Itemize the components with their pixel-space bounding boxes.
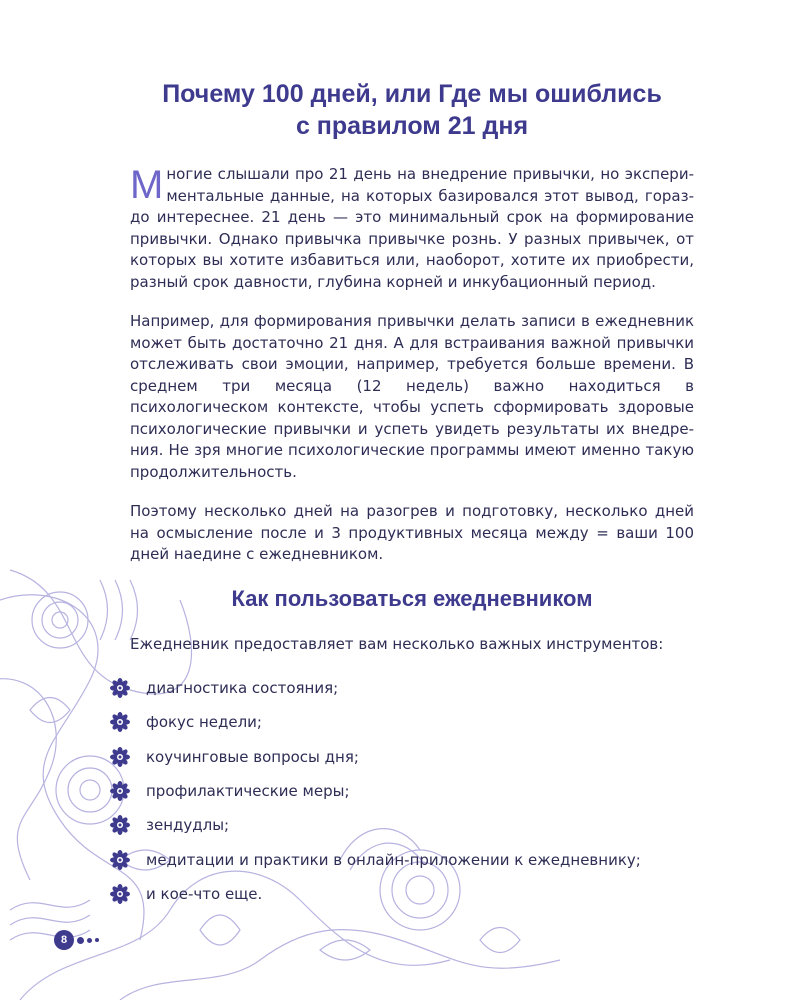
page-title xyxy=(130,78,694,142)
list-item xyxy=(110,808,674,842)
flower-bullet-icon xyxy=(110,678,130,698)
paragraph-1 xyxy=(130,164,694,293)
page-number-dot xyxy=(87,938,92,943)
list-item-text: медитации и практики в онлайн-приложении к ежедневнику; xyxy=(146,850,641,869)
list-item xyxy=(110,740,674,774)
list-item xyxy=(110,774,674,808)
flower-bullet-icon xyxy=(110,712,130,732)
paragraph-1-text: ногие слышали про 21 день на внедрение привычки, но экспериментальные данные, на которых базировался этот вывод, гораздо интереснее. 21 день — это минимальный срок на формирование привычки. Однако привычка привычке рознь. У разных привычек, от которых вы хотите избавиться или, наоборот, хотите их приобрести, разный срок давности, глубина корней и инкубационный период. xyxy=(130,165,694,291)
list-item xyxy=(110,705,674,739)
page-number-dot xyxy=(77,937,84,944)
flower-bullet-icon xyxy=(110,781,130,801)
drop-cap: М xyxy=(130,163,164,207)
tools-list xyxy=(110,671,674,911)
list-item-text: коучинговые вопросы дня; xyxy=(146,747,359,766)
page-number xyxy=(54,930,99,950)
page-title-line-2: с правилом 21 дня xyxy=(295,112,529,140)
paragraph-2: Например, для формирования привычки делать записи в ежедневник может быть достаточно 21 дня. А для встраивания важной привычки отслеживать свои эмоции, например, требуется больше времени. В среднем три месяца (12 недель) важно находиться в психологическом контексте, чтобы успеть сформировать здоровые психологические привычки и успеть увидеть результаты их внедрения. Не зря многие психологические программы имеют именно такую продолжительность. xyxy=(130,312,694,481)
list-item xyxy=(110,671,674,705)
flower-bullet-icon xyxy=(110,850,130,870)
paragraph-3: Поэтому несколько дней на разогрев и подготовку, несколько дней на осмысление после и 3 продуктивных месяца между = ваши 100 дней наедине с ежедневником. xyxy=(130,502,694,563)
page-number-dot xyxy=(95,938,99,942)
list-item-text: фокус недели; xyxy=(146,713,262,732)
list-item-text: и кое-что еще. xyxy=(146,884,263,903)
flower-bullet-icon xyxy=(110,747,130,767)
flower-bullet-icon xyxy=(110,884,130,904)
page-title-line-1: Почему 100 дней, или Где мы ошиблись xyxy=(162,80,662,108)
section-intro: Ежедневник предоставляет вам несколько важных инструментов: xyxy=(130,634,664,653)
list-item xyxy=(110,877,674,911)
page-number-badge: 8 xyxy=(54,930,74,950)
page-content xyxy=(130,78,694,911)
list-item xyxy=(110,842,674,876)
flower-bullet-icon xyxy=(110,815,130,835)
section-heading: Как пользоваться ежедневником xyxy=(231,585,593,611)
list-item-text: зендудлы; xyxy=(146,816,230,835)
list-item-text: профилактические меры; xyxy=(146,782,350,801)
list-item-text: диагностика состояния; xyxy=(146,679,339,698)
